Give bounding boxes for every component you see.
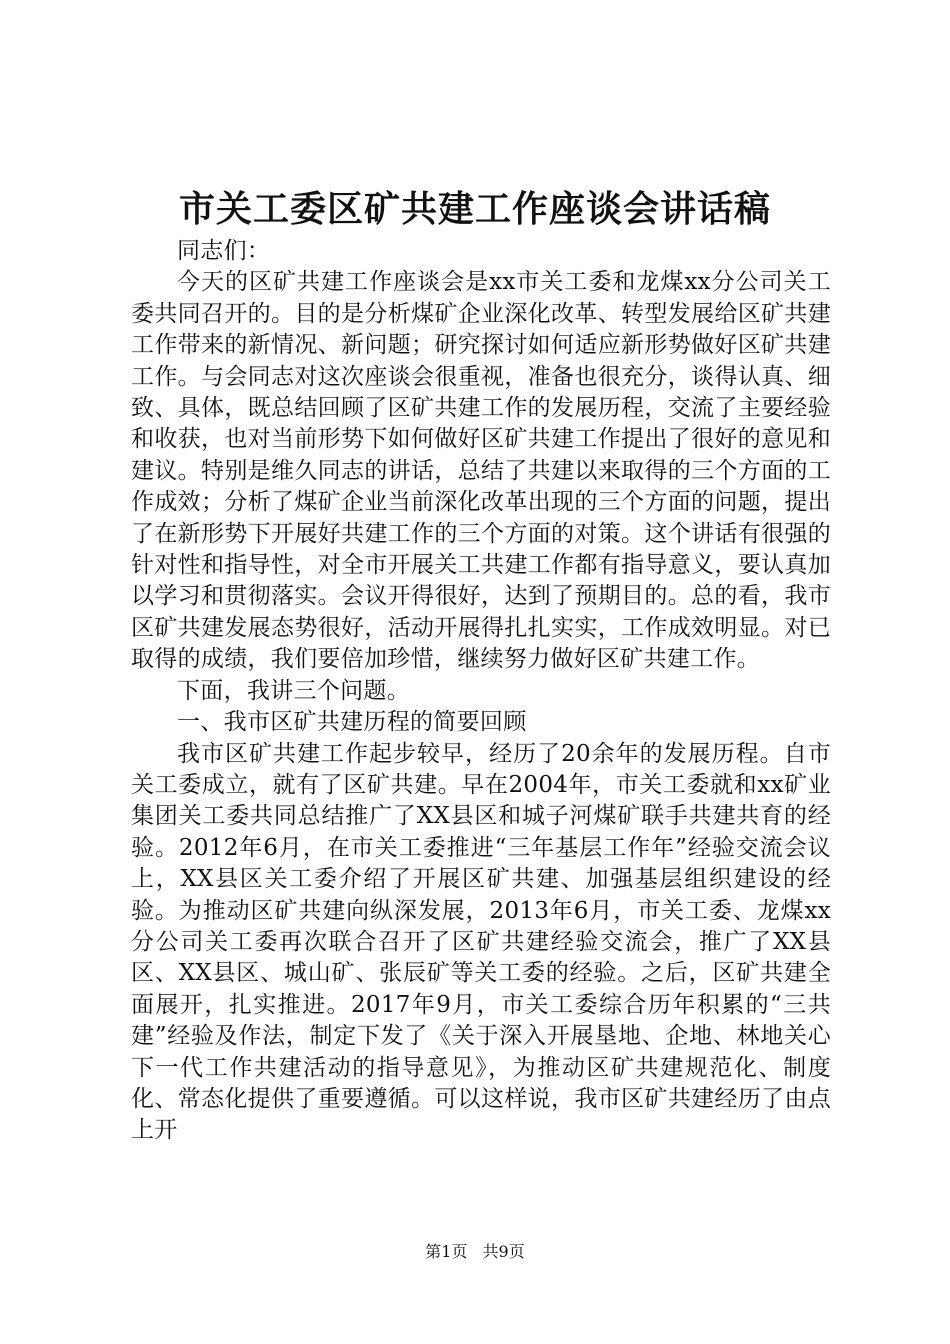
salutation: 同志们： bbox=[177, 238, 271, 264]
section-heading-1: 一、我市区矿共建历程的简要回顾 bbox=[177, 709, 527, 736]
paragraph-agenda: 下面，我讲三个问题。 bbox=[177, 677, 410, 704]
page-number: 第1页 bbox=[425, 1242, 468, 1261]
paragraph-opening: 今天的区矿共建工作座谈会是xx市关工委和龙煤xx分公司关工委共同召开的。目的是分析煤矿企业深化改革、转型发展给区矿共建工作带来的新情况、新问题；研究探讨如何适应新形势做好区矿共建工作。与会同志对这次座谈会很重视，准备也很充分，谈得认真、细致、具体，既总结回顾了区矿共建工作的发展历程，交流了主要经验和收获，也对当前形势下如何做好区矿共建工作提出了很好的意见和建议。特别是维久同志的讲话，总结了共建以来取得的三个方面的工作成效；分析了煤矿企业当前深化改革出现的三个方面的问题，提出了在新形势下开展好共建工作的三个方面的对策。这个讲话有很强的针对性和指导性，对全市开展关工共建工作都有指导意义，要认真加以学习和贯彻落实。会议开得很好，达到了预期目的。总的看，我市区矿共建发展态势很好，活动开展得扎扎实实，工作成效明显。对已取得的成绩，我们要倍加珍惜，继续努力做好区矿共建工作。 bbox=[131, 269, 831, 673]
paragraph-history: 我市区矿共建工作起步较早，经历了20余年的发展历程。自市关工委成立，就有了区矿共建。早在2004年，市关工委就和xx矿业集团关工委共同总结推广了XX县区和城子河煤矿联手共建共育的经验。2012年6月，在市关工委推进“三年基层工作年”经验交流会议上，XX县区关工委介绍了开展区矿共建、加强基层组织建设的经验。为推动区矿共建向纵深发展，2013年6月，市关工委、龙煤xx分公司关工委再次联合召开了区矿共建经验交流会，推广了XX县区、XX县区、城山矿、张辰矿等关工委的经验。之后，区矿共建全面展开，扎实推进。2017年9月，市关工委综合历年积累的“三共建”经验及作法，制定下发了《关于深入开展垦地、企地、林地关心下一代工作共建活动的指导意见》，为推动区矿共建规范化、制度化、常态化提供了重要遵循。可以这样说，我市区矿共建经历了由点上开 bbox=[131, 740, 831, 1144]
page-footer bbox=[0, 1240, 950, 1264]
document-body bbox=[131, 236, 831, 1147]
document-title: 市关工委区矿共建工作座谈会讲话稿 bbox=[178, 188, 771, 230]
page-total: 共9页 bbox=[482, 1242, 525, 1261]
